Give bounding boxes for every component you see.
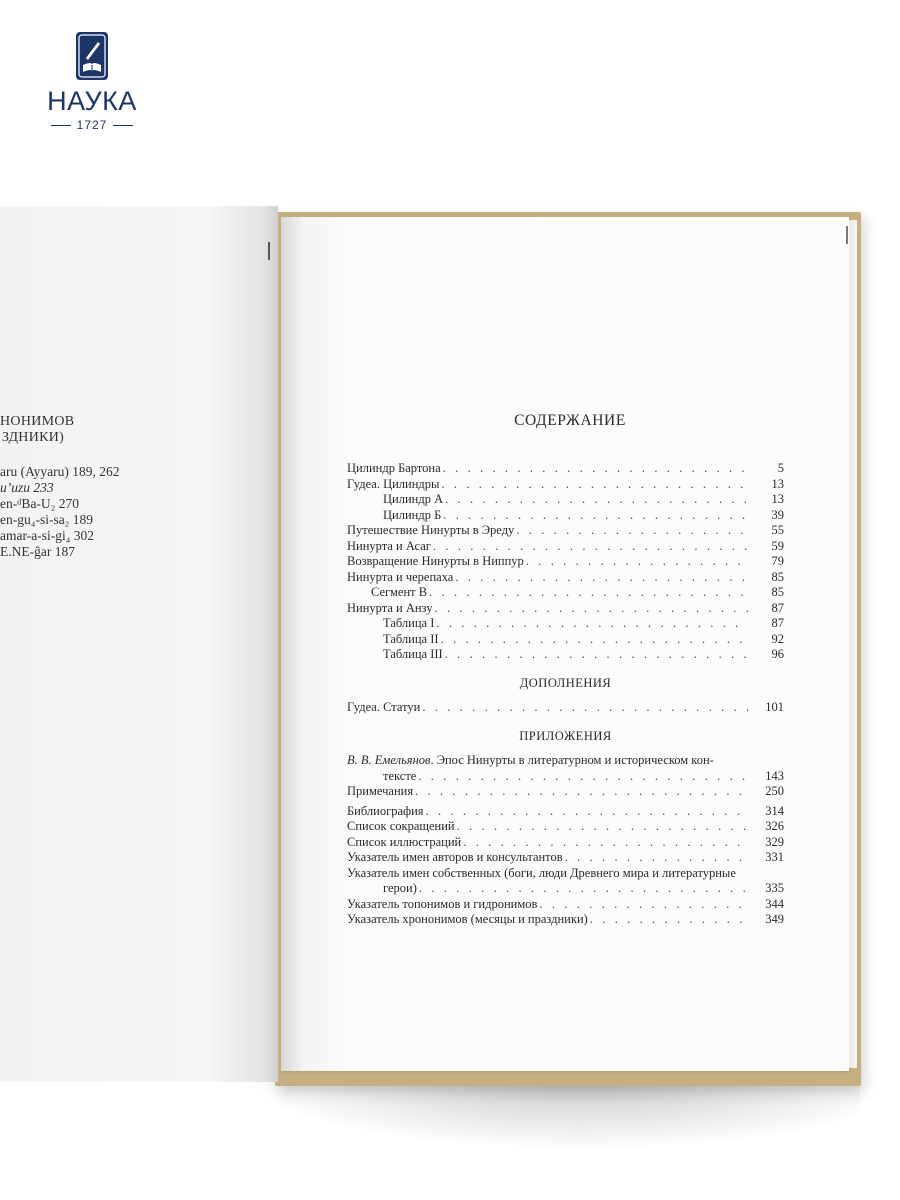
- toc-entry: Список сокращений . . . 326: [347, 819, 784, 835]
- toc-entry: Указатель хрононимов (месяцы и праздники) . . . 349: [347, 912, 784, 928]
- index-entry: en-ᵈBa-U₂ 270: [0, 496, 80, 511]
- toc-entry: Таблица III . . . 96: [347, 647, 784, 663]
- index-entry: uʼuzu 233: [0, 480, 54, 495]
- left-heading-1: НОНИМОВ: [0, 414, 75, 429]
- toc-entry: Гудеа. Статуи . . . 101: [347, 700, 784, 716]
- toc-entry: Таблица II . . . 92: [347, 632, 784, 648]
- toc-title: СОДЕРЖАНИЕ: [514, 412, 626, 429]
- toc-entry: Библиография . . . 314: [347, 804, 784, 820]
- toc-entry: Таблица I . . . 87: [347, 616, 784, 632]
- page-edge-mark: [846, 226, 848, 244]
- toc-entry-essay: В. В. Емельянов. Эпос Нинурты в литературном и историческом кон-: [347, 753, 714, 767]
- toc-entry: Возвращение Нинурты в Ниппур . . . 79: [347, 554, 784, 570]
- toc-entry: Цилиндр Б . . . 39: [347, 508, 784, 524]
- section-heading-appendices: ПРИЛОЖЕНИЯ: [519, 728, 612, 743]
- toc-entry: Список иллюстраций . . . 329: [347, 835, 784, 851]
- table-of-contents: [347, 461, 784, 928]
- book-quill-icon: [76, 32, 108, 80]
- toc-entry: Цилиндр Бартона . . . 5: [347, 461, 784, 477]
- left-page-index: [0, 414, 119, 560]
- section-heading-supplements: ДОПОЛНЕНИЯ: [519, 675, 612, 690]
- toc-entry: Путешествие Нинурты в Эреду . . . 55: [347, 523, 784, 539]
- right-page-edge: [849, 220, 857, 1068]
- left-page: [0, 206, 278, 1082]
- toc-entry-names-index: Указатель имен собственных (боги, люди Древнего мира и литературные: [347, 865, 736, 880]
- toc-entry: Цилиндр А . . . 13: [347, 492, 784, 508]
- publisher-year-row: [40, 118, 144, 132]
- toc-entry: Указатель топонимов и гидронимов . . . 344: [347, 897, 784, 913]
- index-entry: amar-a-si-gi₄ 302: [0, 528, 95, 543]
- left-heading-2: ЗДНИКИ): [2, 430, 65, 445]
- toc-entry: Нинурта и черепаха . . . 85: [347, 570, 784, 586]
- index-entry: en-gu₄-si-sa₂ 189: [0, 512, 94, 527]
- toc-entry: тексте . . . 143: [347, 769, 784, 785]
- publisher-name: НАУКА: [47, 86, 137, 116]
- toc-entry: Указатель имен авторов и консультантов . . . 331: [347, 850, 784, 866]
- divider: [113, 125, 133, 126]
- index-entry: aru (Ayyaru) 189, 262: [0, 464, 120, 479]
- publisher-year: 1727: [76, 118, 108, 132]
- toc-entry: Примечания . . . 250: [347, 784, 784, 800]
- publisher-logo: [40, 32, 144, 132]
- divider: [51, 125, 71, 126]
- toc-entry: герои) . . . 335: [347, 881, 784, 897]
- index-entry: E.NE-ĝar 187: [0, 544, 75, 559]
- toc-entry: Нинурта и Анзу . . . 87: [347, 601, 784, 617]
- toc-entry: Гудеа. Цилиндры . . . 13: [347, 477, 784, 493]
- toc-entry: Нинурта и Асаг . . . 59: [347, 539, 784, 555]
- page-edge-mark: [268, 242, 270, 260]
- toc-entry: Сегмент В . . . 85: [347, 585, 784, 601]
